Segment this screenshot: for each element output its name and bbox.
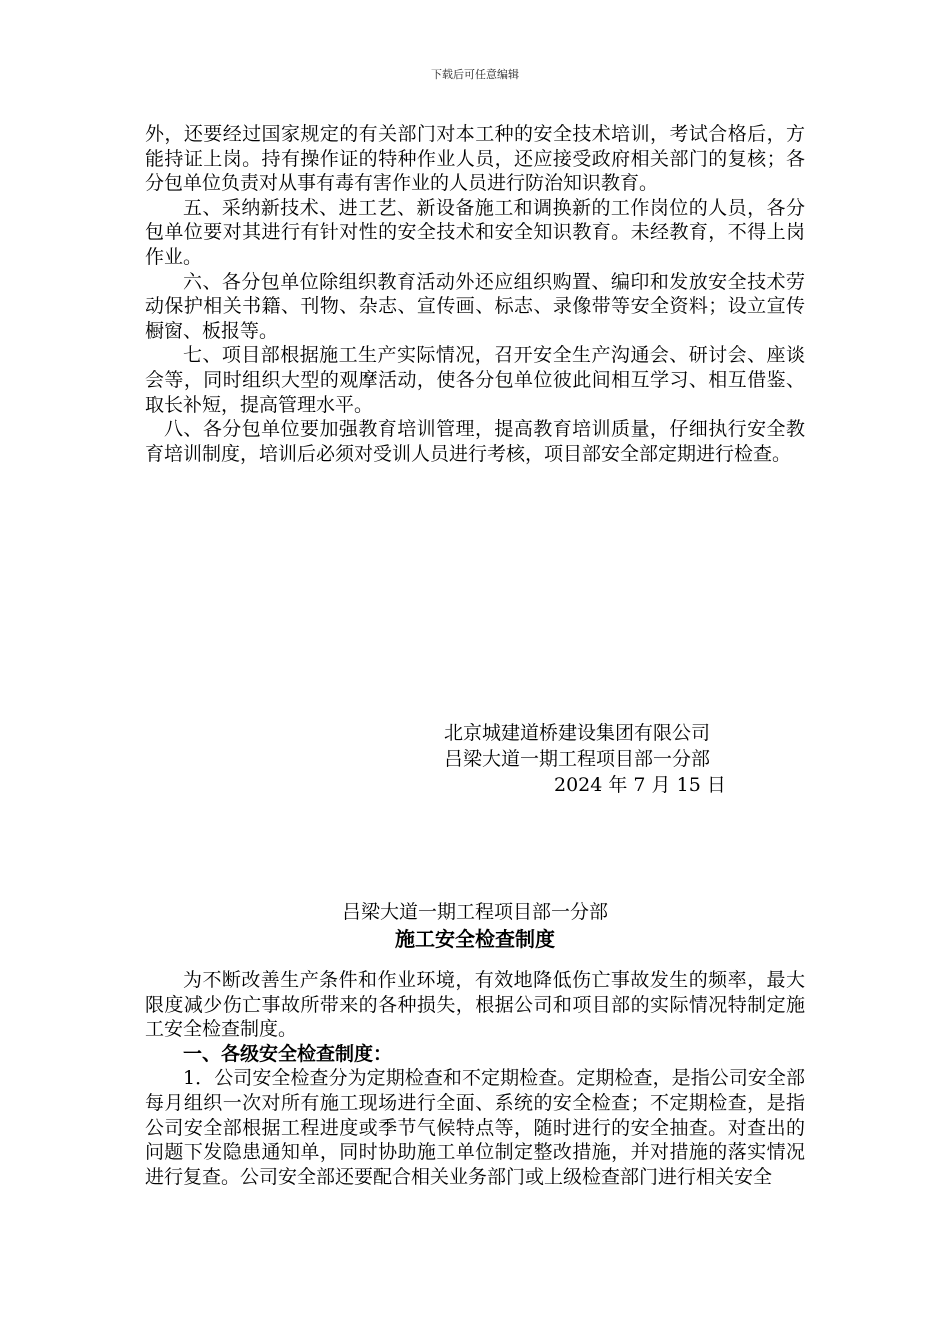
section-1-body bbox=[145, 122, 805, 466]
signature-date: 2024 年 7 月 15 日 bbox=[554, 774, 726, 796]
page-header-note: 下载后可任意编辑 bbox=[431, 68, 519, 81]
document-org: 吕梁大道一期工程项目部一分部 bbox=[341, 901, 608, 923]
document-title: 施工安全检查制度 bbox=[395, 927, 555, 951]
signature-company: 北京城建道桥建设集团有限公司 bbox=[444, 722, 711, 744]
paragraph: 六、各分包单位除组织教育活动外还应组织购置、编印和发放安全技术劳动保护相关书籍、刊物、杂志、宣传画、标志、录像带等安全资料；设立宣传橱窗、板报等。 bbox=[145, 270, 805, 342]
intro-paragraph: 为不断改善生产条件和作业环境，有效地降低伤亡事故发生的频率，最大限度减少伤亡事故所带来的各种损失，根据公司和项目部的实际情况特制定施工安全检查制度。 bbox=[145, 969, 805, 1041]
section-heading: 一、各级安全检查制度： bbox=[183, 1042, 393, 1065]
signature-department: 吕梁大道一期工程项目部一分部 bbox=[444, 748, 711, 770]
paragraph: 五、采纳新技术、进工艺、新设备施工和调换新的工作岗位的人员，各分包单位要对其进行有针对性的安全技术和安全知识教育。未经教育，不得上岗作业。 bbox=[145, 196, 805, 268]
paragraph: 外，还要经过国家规定的有关部门对本工种的安全技术培训，考试合格后，方能持证上岗。持有操作证的特种作业人员，还应接受政府相关部门的复核；各分包单位负责对从事有毒有害作业的人员进行防治知识教育。 bbox=[145, 123, 805, 195]
section-2-body bbox=[145, 968, 805, 1189]
paragraph: 八、各分包单位要加强教育培训管理，提高教育培训质量，仔细执行安全教育培训制度，培训后必须对受训人员进行考核，项目部安全部定期进行检查。 bbox=[145, 418, 805, 465]
paragraph: 1．公司安全检查分为定期检查和不定期检查。定期检查，是指公司安全部每月组织一次对所有施工现场进行全面、系统的安全检查；不定期检查，是指公司安全部根据工程进度或季节气候特点等，随时进行的安全抽查。对查出的问题下发隐患通知单，同时协助施工单位制定整改措施，并对措施的落实情况进行复查。公司安全部还要配合相关业务部门或上级检查部门进行相关安全 bbox=[145, 1067, 805, 1188]
paragraph: 七、项目部根据施工生产实际情况，召开安全生产沟通会、研讨会、座谈会等，同时组织大型的观摩活动，使各分包单位彼此间相互学习、相互借鉴、取长补短，提高管理水平。 bbox=[145, 344, 805, 416]
